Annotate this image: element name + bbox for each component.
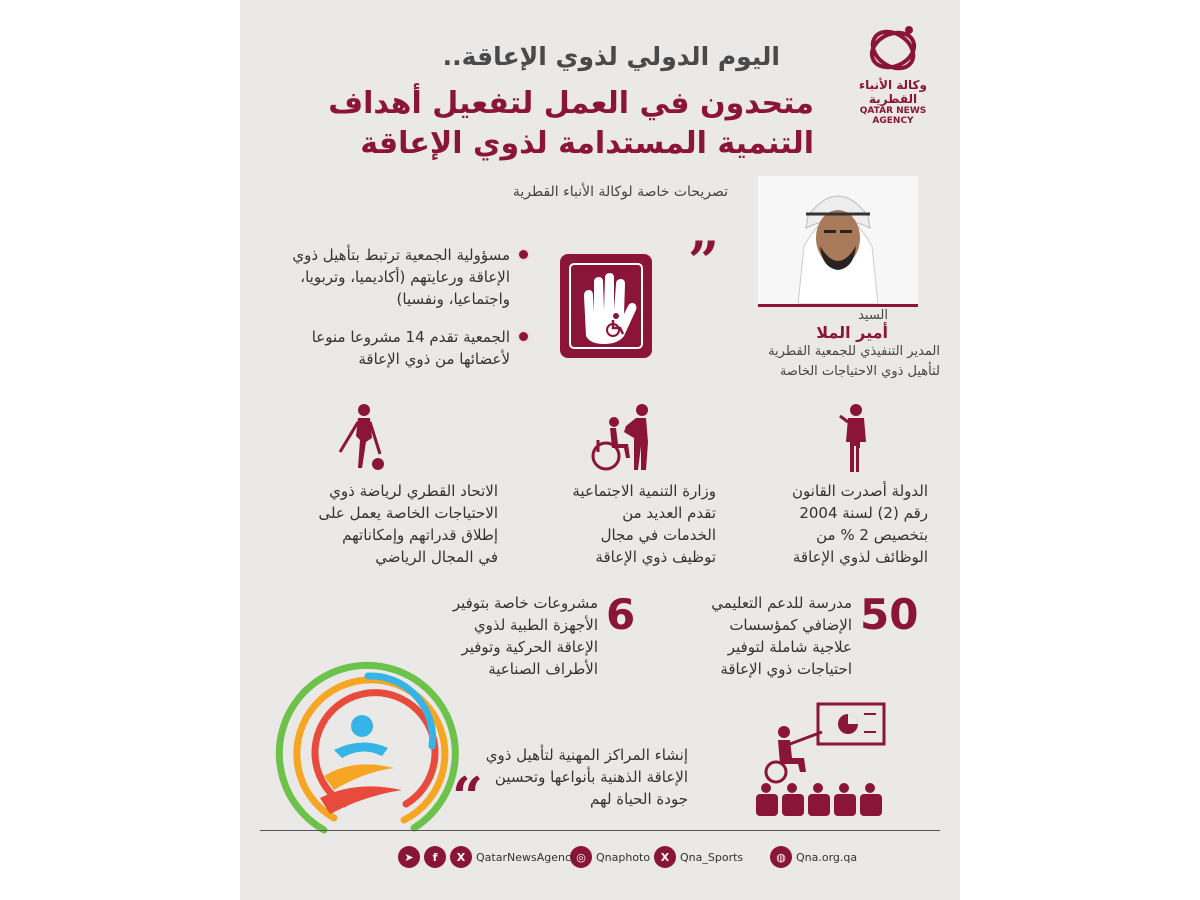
fact-sports-line: الاحتياجات الخاصة يعمل على — [318, 504, 498, 522]
fact-law-line: الوظائف لذوي الإعاقة — [792, 548, 928, 566]
fact-ministry — [516, 480, 716, 568]
crutch-football-player-icon — [332, 402, 392, 472]
person-photo — [758, 176, 918, 307]
fact-sports-line: إطلاق قدراتهم وإمكاناتهم — [342, 526, 498, 544]
social-link-main-accounts[interactable] — [398, 845, 578, 869]
disability-hand-icon — [558, 252, 654, 360]
stat-projects-line: الأجهزة الطبية لذوي — [473, 616, 598, 634]
person-portrait-icon — [758, 176, 918, 304]
instagram-icon: ◎ — [570, 846, 592, 868]
close-quote-mark: “ — [452, 765, 484, 829]
qna-emblem-icon — [863, 22, 923, 74]
fact-law — [738, 480, 928, 568]
infographic-poster — [240, 0, 960, 900]
wheelchair-assist-icon — [586, 402, 656, 472]
classroom-presentation-icon — [752, 700, 892, 820]
title-line-3: التنمية المستدامة لذوي الإعاقة — [360, 126, 814, 161]
bullet-text: مسؤولية الجمعية ترتبط بتأهيل ذوي الإعاقة ورعايتهم (أكاديميا، وتربويا، واجتماعيا، ونفسيا) — [292, 246, 510, 308]
person-prefix: السيد — [858, 308, 888, 323]
social-label: Qna.org.qa — [796, 850, 858, 864]
globe-icon: ◍ — [770, 846, 792, 868]
logo-arabic-text: وكالة الأنباء القطرية — [859, 78, 927, 106]
fact-ministry-line: تقدم العديد من — [622, 504, 716, 522]
stat-schools-line: الإضافي كمؤسسات — [729, 616, 852, 634]
bullet-item — [278, 244, 528, 310]
stat-schools-line: مدرسة للدعم التعليمي — [711, 594, 852, 612]
bullet-text: الجمعية تقدم 14 مشروعا منوعا لأعضائها من ذوي الإعاقة — [311, 328, 510, 368]
social-link-website[interactable] — [770, 845, 857, 869]
centers-line: إنشاء المراكز المهنية لتأهيل ذوي — [485, 746, 688, 764]
facebook-icon: f — [424, 846, 446, 868]
social-label: Qnaphoto — [596, 850, 651, 864]
social-link-instagram[interactable] — [570, 845, 650, 869]
telegram-icon: ➤ — [398, 846, 420, 868]
social-label: QatarNewsAgency — [476, 850, 578, 864]
person-name: أمير الملا — [816, 323, 888, 342]
stat-schools-number: 50 — [860, 590, 919, 639]
title-line-1: اليوم الدولي لذوي الإعاقة.. — [442, 42, 780, 71]
stat-projects-line: الإعاقة الحركية وتوفير — [461, 638, 598, 656]
stat-schools-line: علاجية شاملة لتوفير — [727, 638, 852, 656]
person-role-1: المدير التنفيذي للجمعية القطرية — [768, 344, 940, 359]
bullet-dot — [519, 250, 528, 259]
stat-projects-line: مشروعات خاصة بتوفير — [452, 594, 598, 612]
x-icon: X — [654, 846, 676, 868]
colorful-rings-emblem — [264, 650, 464, 840]
fact-law-line: الدولة أصدرت القانون — [792, 482, 928, 500]
stat-schools-line: احتياجات ذوي الإعاقة — [720, 660, 852, 678]
social-link-x-sports[interactable] — [654, 845, 743, 869]
bullet-item — [278, 326, 528, 370]
qna-logo — [838, 22, 948, 126]
fact-law-line: بتخصيص 2 % من — [816, 526, 928, 544]
centers-line: جودة الحياة لهم — [590, 790, 688, 808]
fact-ministry-line: توظيف ذوي الإعاقة — [595, 548, 716, 566]
prosthetic-leg-person-icon — [836, 402, 876, 474]
fact-sports-line: في المجال الرياضي — [375, 548, 498, 566]
logo-english-text: QATAR NEWS AGENCY — [859, 106, 927, 126]
subtitle: تصريحات خاصة لوكالة الأنباء القطرية — [512, 184, 728, 200]
x-icon: X — [450, 846, 472, 868]
footer-divider — [260, 830, 940, 831]
fact-law-line: رقم (2) لسنة 2004 — [799, 504, 928, 522]
stat-projects-line: الأطراف الصناعية — [488, 660, 598, 678]
stat-schools-text — [632, 592, 852, 680]
bullet-list — [278, 244, 528, 386]
centers-text — [468, 744, 688, 810]
bullet-dot — [519, 332, 528, 341]
stat-projects-number: 6 — [606, 590, 636, 639]
person-role-2: لتأهيل ذوي الاحتياجات الخاصة — [779, 364, 940, 379]
fact-sports — [274, 480, 498, 568]
centers-line: الإعاقة الذهنية بأنواعها وتحسين — [494, 768, 688, 786]
title-line-2: متحدون في العمل لتفعيل أهداف — [328, 86, 814, 121]
social-label: Qna_Sports — [680, 850, 744, 864]
title-main — [328, 84, 814, 164]
fact-ministry-line: الخدمات في مجال — [600, 526, 716, 544]
open-quote-mark: ” — [688, 229, 720, 293]
person-caption — [740, 308, 940, 382]
fact-ministry-line: وزارة التنمية الاجتماعية — [572, 482, 716, 500]
fact-sports-line: الاتحاد القطري لرياضة ذوي — [329, 482, 498, 500]
